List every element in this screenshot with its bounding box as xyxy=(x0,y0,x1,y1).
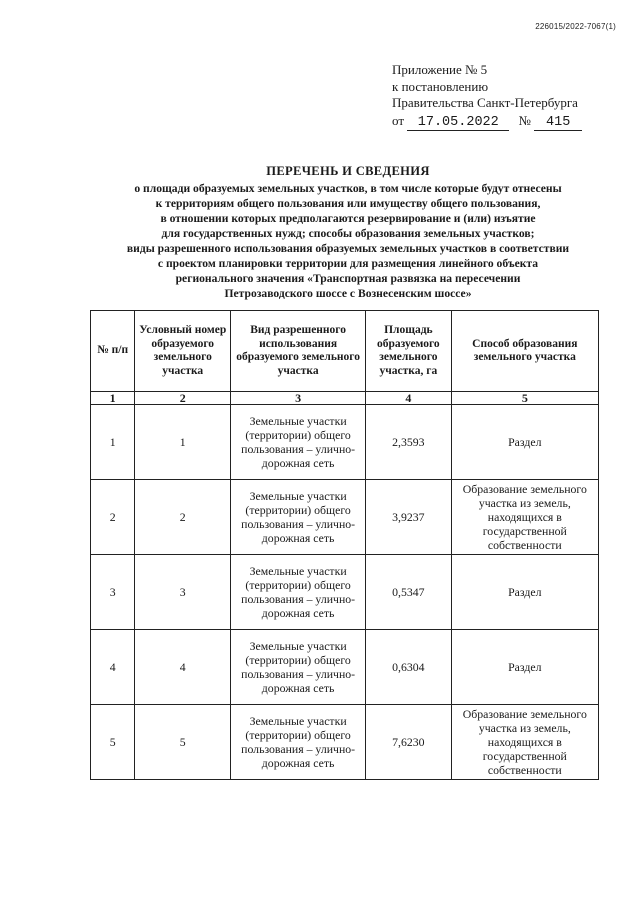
row-number: 5 xyxy=(91,705,135,780)
row-method: Образование земельного участка из земель, находящихся в государственной собственности xyxy=(451,705,598,780)
row-plot-number: 1 xyxy=(135,405,231,480)
row-method: Раздел xyxy=(451,405,598,480)
row-method: Образование земельного участка из земель, находящихся в государственной собственности xyxy=(451,480,598,555)
title-line: для государственных нужд; способы образования земельных участков; xyxy=(161,227,535,240)
header-permitted-use: Вид разрешенного использования образуемого земельного участка xyxy=(231,311,366,392)
document-code: 226015/2022-7067(1) xyxy=(535,22,616,31)
row-plot-number: 4 xyxy=(135,630,231,705)
title-line: Петрозаводского шоссе с Вознесенским шоссе» xyxy=(224,287,472,300)
row-number: 4 xyxy=(91,630,135,705)
row-permitted-use: Земельные участки (территории) общего пользования – улично-дорожная сеть xyxy=(231,480,366,555)
title-line: о площади образуемых земельных участков, в том числе которые будут отнесены xyxy=(134,182,562,195)
row-number: 1 xyxy=(91,405,135,480)
table-row xyxy=(91,705,599,780)
table-row xyxy=(91,405,599,480)
title-heading: ПЕРЕЧЕНЬ И СВЕДЕНИЯ xyxy=(266,164,430,178)
row-method: Раздел xyxy=(451,555,598,630)
appendix-line-2: к постановлению xyxy=(392,78,489,94)
resolution-number: 415 xyxy=(534,116,582,131)
title-line: с проектом планировки территории для размещения линейного объекта xyxy=(157,257,539,270)
row-permitted-use: Земельные участки (территории) общего пользования – улично-дорожная сеть xyxy=(231,405,366,480)
title-line: виды разрешенного использования образуемых земельных участков в соответствии xyxy=(126,242,570,255)
row-method: Раздел xyxy=(451,630,598,705)
appendix-line-3: Правительства Санкт-Петербурга xyxy=(392,95,578,110)
column-number-row xyxy=(91,392,599,405)
header-area: Площадь образуемого земельного участка, га xyxy=(366,311,452,392)
table-header-row xyxy=(91,311,599,392)
row-area: 0,5347 xyxy=(366,555,452,630)
row-permitted-use: Земельные участки (территории) общего пользования – улично-дорожная сеть xyxy=(231,705,366,780)
title-line: в отношении которых предполагаются резервирование и (или) изъятие xyxy=(160,212,536,225)
row-number: 3 xyxy=(91,555,135,630)
document-title xyxy=(88,164,608,301)
row-area: 0,6304 xyxy=(366,630,452,705)
from-label: от xyxy=(392,112,405,128)
row-plot-number: 5 xyxy=(135,705,231,780)
row-plot-number: 2 xyxy=(135,480,231,555)
table-row xyxy=(91,555,599,630)
header-number: № п/п xyxy=(91,311,135,392)
row-area: 3,9237 xyxy=(366,480,452,555)
row-permitted-use: Земельные участки (территории) общего пользования – улично-дорожная сеть xyxy=(231,555,366,630)
resolution-date: 17.05.2022 xyxy=(407,116,509,131)
appendix-line-1: Приложение № 5 xyxy=(392,62,488,77)
title-line: к территориям общего пользования или имуществу общего пользования, xyxy=(155,197,541,210)
column-number: 4 xyxy=(366,392,452,405)
header-method: Способ образования земельного участка xyxy=(451,311,598,392)
row-area: 7,6230 xyxy=(366,705,452,780)
header-plot-number: Условный номер образуемого земельного участка xyxy=(135,311,231,392)
row-number: 2 xyxy=(91,480,135,555)
column-number: 5 xyxy=(451,392,598,405)
column-number: 3 xyxy=(231,392,366,405)
land-plots-table xyxy=(90,310,599,780)
row-area: 2,3593 xyxy=(366,405,452,480)
row-permitted-use: Земельные участки (территории) общего пользования – улично-дорожная сеть xyxy=(231,630,366,705)
column-number: 2 xyxy=(135,392,231,405)
title-line: регионального значения «Транспортная развязка на пересечении xyxy=(175,272,521,285)
table-row xyxy=(91,480,599,555)
appendix-block xyxy=(392,62,582,131)
table-row xyxy=(91,630,599,705)
row-plot-number: 3 xyxy=(135,555,231,630)
column-number: 1 xyxy=(91,392,135,405)
number-label: № xyxy=(518,112,531,128)
appendix-date-line xyxy=(392,113,582,131)
